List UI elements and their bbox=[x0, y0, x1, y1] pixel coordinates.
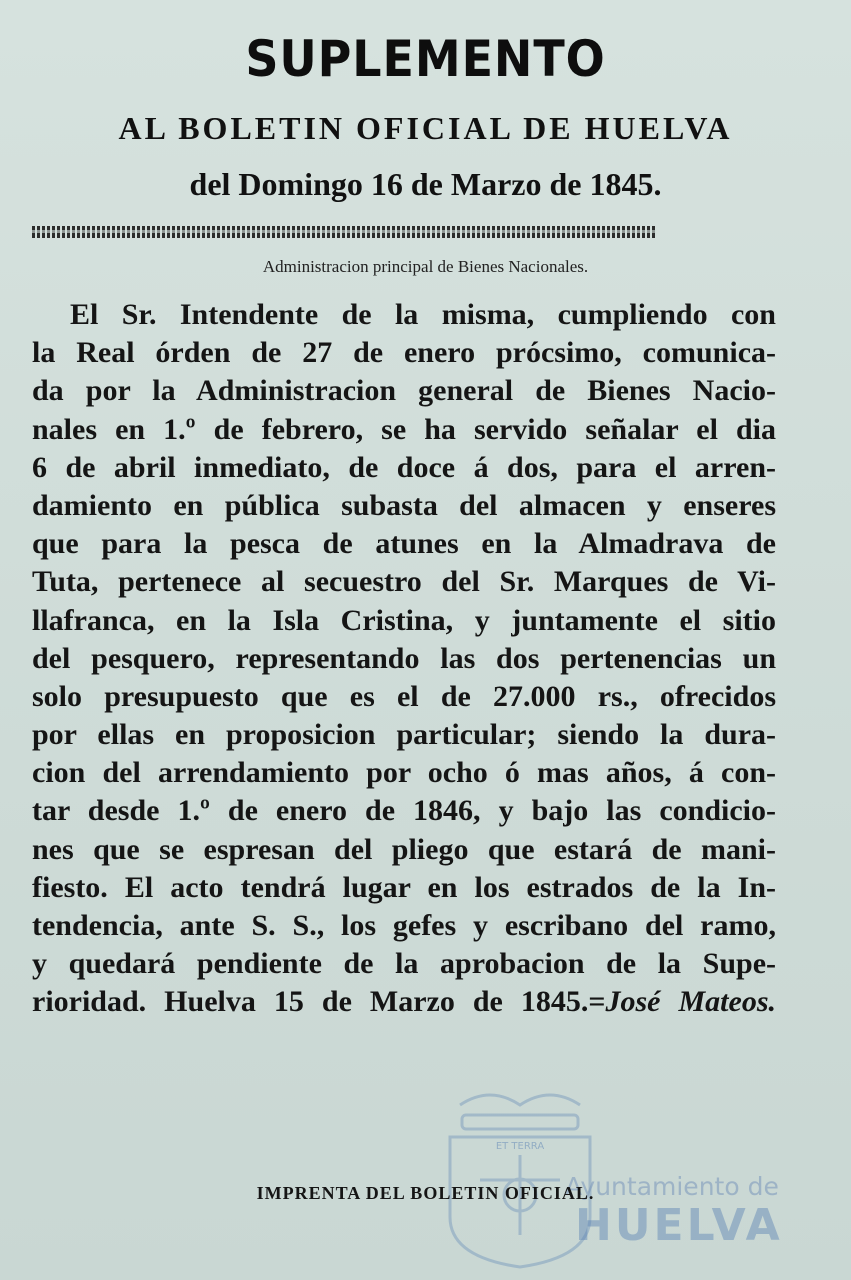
body-line: tar desde 1.º de enero de 1846, y bajo las condicio- bbox=[32, 794, 776, 828]
body-line: la Real órden de 27 de enero prócsimo, comunica- bbox=[32, 336, 776, 370]
body-line: fiesto. El acto tendrá lugar en los estrados de la In- bbox=[32, 870, 776, 904]
body-line: damiento en pública subasta del almacen y enseres bbox=[32, 488, 776, 522]
document-title: SUPLEMENTO bbox=[245, 30, 606, 88]
body-line: del pesquero, representando las dos pertenencias un bbox=[32, 641, 776, 675]
body-last-line bbox=[32, 983, 776, 1021]
signature: José Mateos. bbox=[605, 985, 776, 1019]
imprint: IMPRENTA DEL BOLETIN OFICIAL. bbox=[256, 1183, 595, 1203]
body-line: tendencia, ante S. S., los gefes y escribano del ramo, bbox=[32, 909, 776, 942]
watermark-line2: HUELVA bbox=[575, 1200, 783, 1251]
section-heading: Administracion principal de Bienes Nacionales. bbox=[262, 257, 589, 276]
body-line: por ellas en proposicion particular; siendo la dura- bbox=[32, 718, 776, 752]
closing-text: rioridad. Huelva 15 de Marzo de 1845.= bbox=[32, 985, 606, 1019]
watermark-line1: Ayuntamiento de bbox=[565, 1172, 779, 1201]
body-line: nales en 1.º de febrero, se ha servido señalar el dia bbox=[32, 412, 776, 446]
body-line: Tuta, pertenece al secuestro del Sr. Marques de Vi- bbox=[32, 565, 776, 599]
body-line: que para la pesca de atunes en la Almadrava de bbox=[32, 527, 776, 561]
document-subtitle: AL BOLETIN OFICIAL DE HUELVA bbox=[118, 110, 733, 146]
ornamental-divider bbox=[32, 226, 656, 238]
body-line: solo presupuesto que es el de 27.000 rs., ofrecidos bbox=[32, 679, 776, 713]
body-line: 6 de abril inmediato, de doce á dos, para el arren- bbox=[32, 450, 776, 484]
body-line: nes que se espresan del pliego que estará de mani- bbox=[32, 832, 776, 866]
body-line: llafranca, en la Isla Cristina, y juntamente el sitio bbox=[32, 603, 776, 637]
body-line: da por la Administracion general de Bienes Nacio- bbox=[32, 374, 776, 408]
body-line: El Sr. Intendente de la misma, cumpliendo con bbox=[70, 298, 776, 331]
body-text bbox=[32, 296, 776, 1022]
crest-label: ET TERRA bbox=[495, 1141, 545, 1152]
document-date: del Domingo 16 de Marzo de 1845. bbox=[189, 166, 662, 202]
body-line: cion del arrendamiento por ocho ó mas años, á con- bbox=[32, 756, 776, 790]
body-line: y quedará pendiente de la aprobacion de la Supe- bbox=[32, 947, 776, 981]
